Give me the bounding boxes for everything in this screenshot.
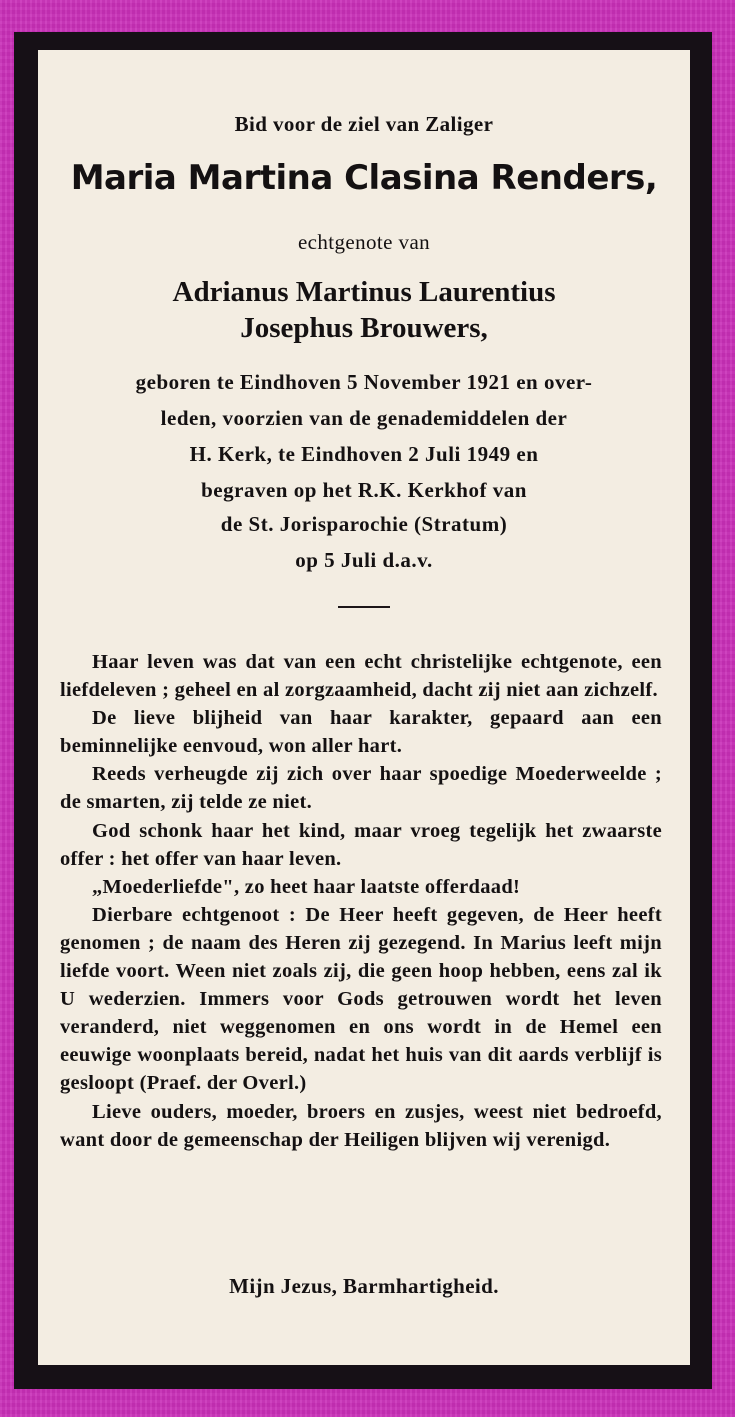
eulogy-text [60,648,662,1154]
deceased-name: Maria Martina Clasina Renders, [70,158,658,198]
intro-text: Bid voor de ziel van Zaliger [234,112,494,136]
biography-line: H. Kerk, te Eindhoven 2 Juli 1949 en [189,442,539,466]
spouse-name-line: Josephus Brouwers, [240,312,488,344]
biography-line: begraven op het R.K. Kerkhof van [201,478,527,502]
eulogy-paragraph: „Moederliefde", zo heet haar laatste offerdaad! [92,875,521,898]
card-paper [38,50,690,1365]
eulogy-paragraph: De lieve blijheid van haar karakter, gepaard aan een beminnelijke eenvoud, won aller hart. [60,707,662,758]
closing-prayer: Mijn Jezus, Barmhartigheid. [229,1274,499,1298]
eulogy-paragraph: Haar leven was dat van een echt christelijke echtgenote, een liefdeleven ; geheel en al zorgzaamheid, dacht zij niet aan zichzelf. [60,651,662,702]
divider-rule [338,606,390,608]
eulogy-paragraph: Lieve ouders, moeder, broers en zusjes, weest niet bedroefd, want door de gemeenschap der Heiligen blijven wij verenigd. [60,1100,662,1151]
eulogy-paragraph: Dierbare echtgenoot : De Heer heeft gegeven, de Heer heeft genomen ; de naam des Heren zij gezegend. In Marius leeft mijn liefde voort. Ween niet zoals zij, die geen hoop hebben, eens zal ik U wederzien. Immers voor Gods getrouwen wordt het leven veranderd, niet weggenomen en ons wordt in de Hemel een eeuwige woonplaats bereid, nadat het huis van dit aards verblijf is gesloopt (Praef. der Overl.) [60,903,662,1095]
eulogy-paragraph: God schonk haar het kind, maar vroeg tegelijk het zwaarste offer : het offer van haar leven. [60,819,662,870]
biography-line: op 5 Juli d.a.v. [295,548,433,572]
biography-line: de St. Jorisparochie (Stratum) [220,512,508,536]
biography-line: geboren te Eindhoven 5 November 1921 en over- [135,370,593,394]
eulogy-paragraph: Reeds verheugde zij zich over haar spoedige Moederweelde ; de smarten, zij telde ze niet. [60,763,662,814]
spouse-of-label: echtgenote van [297,230,431,254]
spouse-name-line: Adrianus Martinus Laurentius [172,276,556,308]
biography-line: leden, voorzien van de genademiddelen der [160,406,568,430]
